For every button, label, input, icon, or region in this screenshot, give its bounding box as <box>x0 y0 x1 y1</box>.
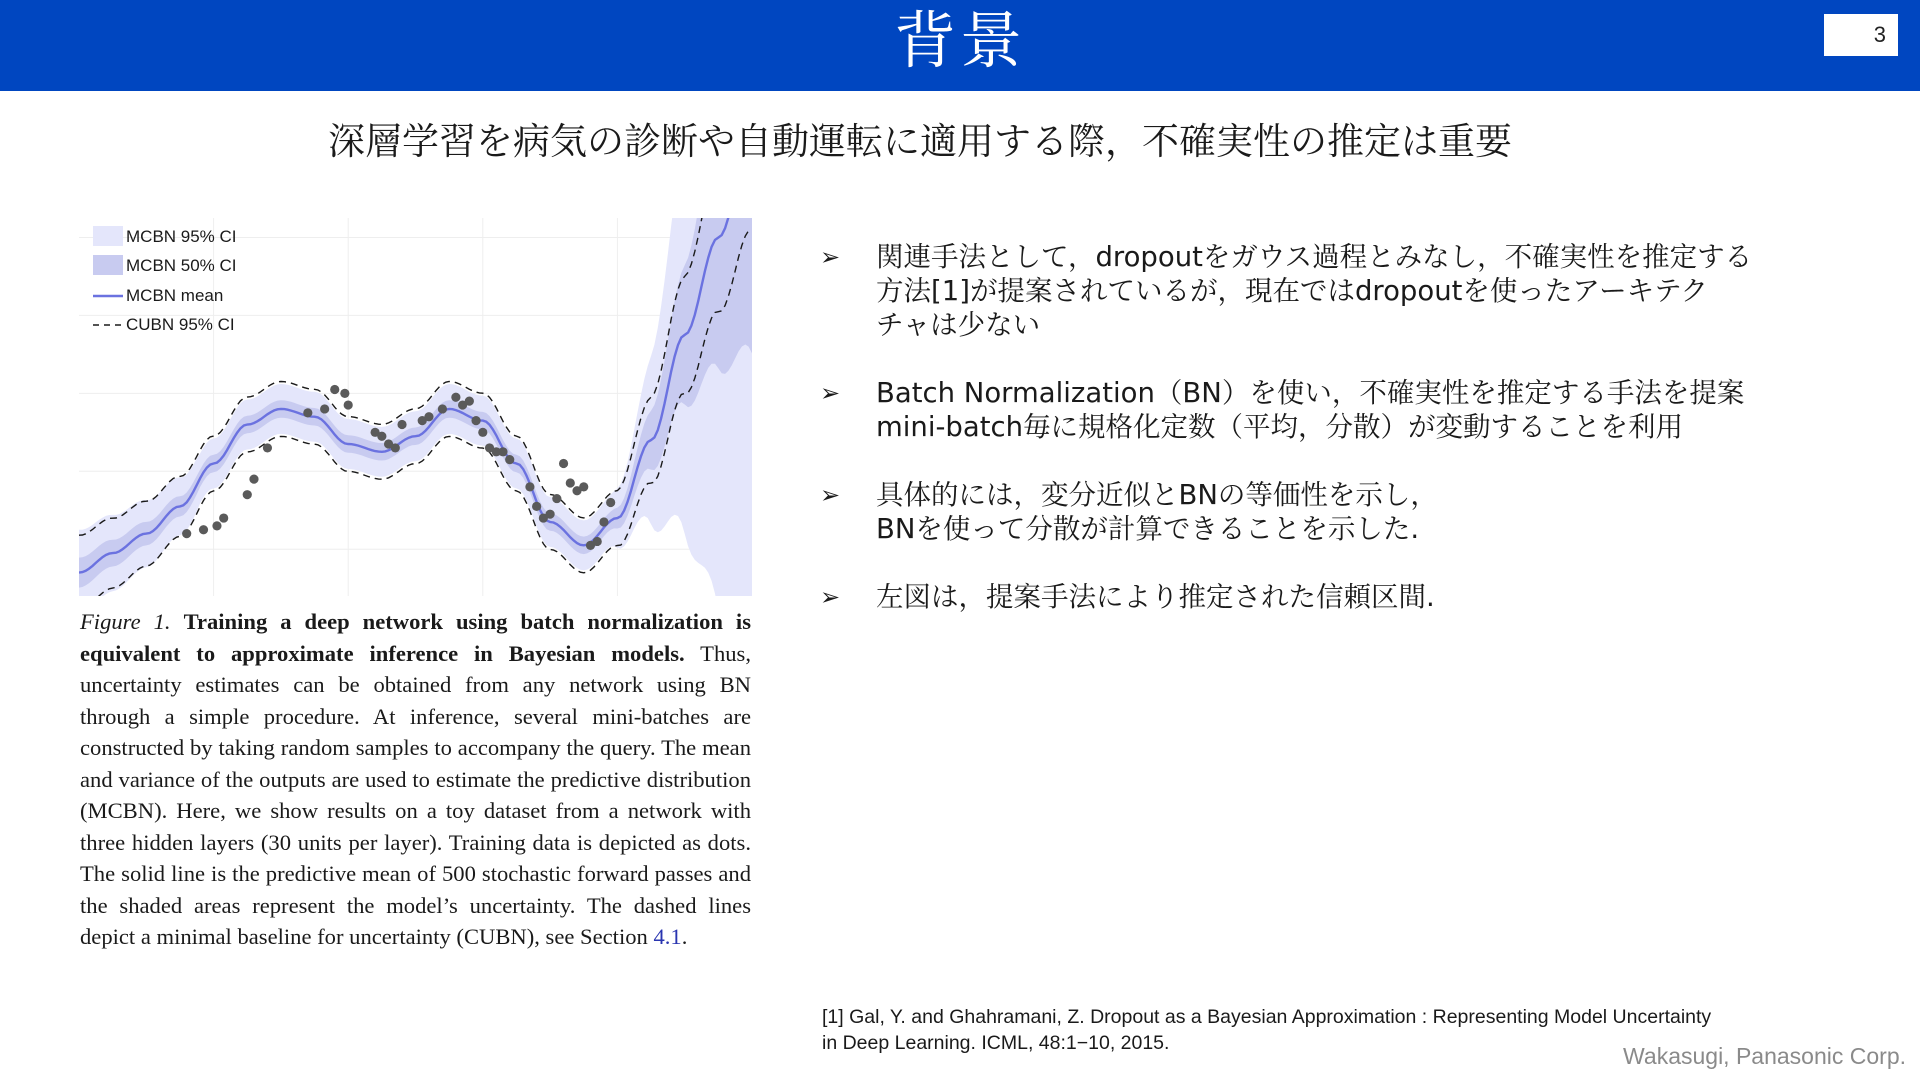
data-point <box>243 490 252 499</box>
legend-label-mcbn-mean: MCBN mean <box>126 286 224 305</box>
data-point <box>505 455 514 464</box>
data-point <box>391 443 400 452</box>
bullet-list <box>820 240 1820 648</box>
data-point <box>344 400 353 409</box>
bullet-item <box>820 240 1820 342</box>
slide-subtitle: 深層学習を病気の診断や自動運転に適用する際，不確実性の推定は重要 <box>328 120 1512 163</box>
legend-label-mcbn-95: MCBN 95% CI <box>126 227 237 246</box>
title-bar <box>0 0 1920 91</box>
caption-section-link[interactable]: 4.1 <box>653 924 682 949</box>
figure-caption <box>80 606 751 953</box>
data-point <box>397 420 406 429</box>
data-point <box>498 447 507 456</box>
uncertainty-chart <box>79 218 752 596</box>
arrow-bullet-icon: ➢ <box>820 583 841 611</box>
data-point <box>471 416 480 425</box>
data-point <box>559 459 568 468</box>
data-point <box>212 521 221 530</box>
footer-credit: Wakasugi, Panasonic Corp. <box>1623 1043 1906 1069</box>
data-point <box>303 408 312 417</box>
page-title: 背景 <box>893 4 1026 77</box>
data-point <box>330 385 339 394</box>
data-point <box>438 404 447 413</box>
data-point <box>579 482 588 491</box>
data-point <box>219 513 228 522</box>
data-point <box>340 389 349 398</box>
bullet-text-line: 関連手法として，dropoutをガウス過程とみなし，不確実性を推定する <box>876 241 1753 273</box>
bullet-text-line: BNを使って分散が計算できることを示した. <box>876 513 1420 545</box>
caption-body-text: Thus, uncertainty estimates can be obtained from any network using BN through a simple procedure. At inference, several mini-batches are constructed by taking random samples to accompany the query. The mean and variance of the outputs are used to estimate the predictive distribution (MCBN). Here, we show results on a toy dataset from a network with three hidden layers (30 units per layer). Training data is depicted as dots. The solid line is the predictive mean of 500 stochastic forward passes and the shaded areas represent the model’s uncertainty. The dashed lines depict a minimal baseline for uncertainty (CUBN), see Section <box>80 640 751 949</box>
legend-swatch-mcbn-95 <box>93 226 123 246</box>
data-point <box>199 525 208 534</box>
bullet-text-line: チャは少ない <box>876 309 1041 341</box>
data-point <box>424 412 433 421</box>
data-point <box>566 478 575 487</box>
arrow-bullet-icon: ➢ <box>820 481 841 509</box>
data-point <box>606 498 615 507</box>
bullet-text-line: 方法[1]が提案されているが，現在ではdropoutを使ったアーキテク <box>876 275 1709 307</box>
uncertainty-figure <box>79 218 752 596</box>
reference-line: in Deep Learning. ICML, 48:1−10, 2015. <box>822 1032 1170 1054</box>
data-point <box>320 404 329 413</box>
data-point <box>532 502 541 511</box>
data-point <box>593 537 602 546</box>
legend-label-cubn-95: CUBN 95% CI <box>126 315 235 334</box>
bullet-text-line: mini-batch毎に規格化定数（平均，分散）が変動することを利用 <box>876 411 1684 443</box>
data-point <box>249 474 258 483</box>
data-point <box>478 428 487 437</box>
legend-swatch-mcbn-50 <box>93 255 123 275</box>
data-point <box>451 393 460 402</box>
data-point <box>546 510 555 519</box>
legend-label-mcbn-50: MCBN 50% CI <box>126 256 237 275</box>
bullet-item <box>820 580 1820 614</box>
bullet-item <box>820 478 1820 546</box>
data-point <box>377 432 386 441</box>
bullet-item <box>820 376 1820 444</box>
bullet-text-line: Batch Normalization（BN）を使い，不確実性を推定する手法を提案 <box>876 377 1745 409</box>
data-point <box>599 517 608 526</box>
reference-line: [1] Gal, Y. and Ghahramani, Z. Dropout as a Bayesian Approximation : Representing Model Uncertainty <box>822 1006 1712 1028</box>
caption-bold-text: Training a deep network using batch normalization is equivalent to approximate inference in Bayesian models. <box>80 609 751 666</box>
data-point <box>263 443 272 452</box>
bullet-text-line: 左図は，提案手法により推定された信頼区間. <box>876 581 1435 613</box>
bullet-text-line: 具体的には，変分近似とBNの等価性を示し， <box>876 479 1438 511</box>
arrow-bullet-icon: ➢ <box>820 243 841 271</box>
data-point <box>182 529 191 538</box>
arrow-bullet-icon: ➢ <box>820 379 841 407</box>
data-point <box>465 397 474 406</box>
data-point <box>552 494 561 503</box>
page-number: 3 <box>1824 14 1898 56</box>
caption-figure-label: Figure 1. <box>80 609 171 634</box>
data-point <box>525 482 534 491</box>
caption-end: . <box>681 924 688 949</box>
